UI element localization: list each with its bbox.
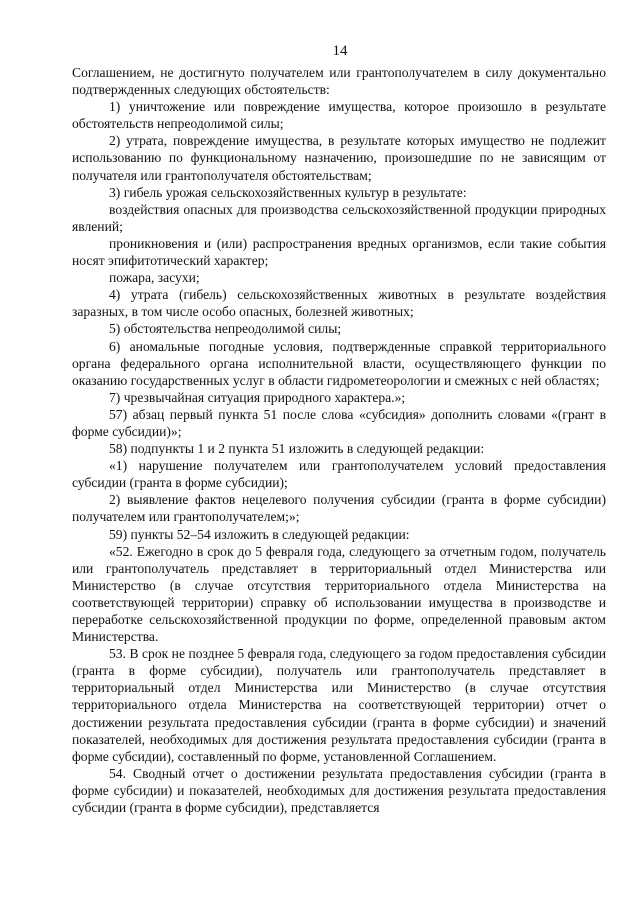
- paragraph: 5) обстоятельства непреодолимой силы;: [109, 321, 342, 337]
- paragraph: проникновения и (или) распространения вредных организмов, если такие события носят эпифитотический характер;: [72, 235, 606, 269]
- paragraph: 54. Сводный отчет о достижении результата предоставления субсидии (гранта в форме субсидии) и показателей, необходимых для достижения результата предоставления субсидии (гранта в форме субсидии), представляется: [72, 765, 606, 816]
- paragraph: 53. В срок не позднее 5 февраля года, следующего за годом предоставления субсидии (гранта в форме субсидии), получатель или грантополучатель представляет в территориальный отдел Министерства или Министерство (в случае отсутствия территориального отдела Министерства на соответствующей территории) отчет о достижении результата предоставления субсидии (гранта в форме субсидии) и значений показателей, необходимых для достижения результата предоставления субсидии (гранта в форме субсидии), составленный по форме, установленной Соглашением.: [72, 646, 606, 764]
- paragraph: 57) абзац первый пункта 51 после слова «субсидия» дополнить словами «(грант в форме субсидии)»;: [72, 406, 606, 439]
- paragraph: 59) пункты 52–54 изложить в следующей редакции:: [109, 526, 410, 542]
- paragraph: 1) уничтожение или повреждение имущества, которое произошло в результате обстоятельств непреодолимой силы;: [72, 99, 606, 132]
- page-number: 14: [332, 43, 348, 59]
- document-body: [72, 64, 606, 816]
- paragraph: «1) нарушение получателем или грантополучателем условий предоставления субсидии (гранта в форме субсидии);: [72, 458, 606, 491]
- paragraph: 2) выявление фактов нецелевого получения субсидии (гранта в форме субсидии) получателем или грантополучателем;»;: [72, 492, 606, 525]
- paragraph: Соглашением, не достигнуто получателем или грантополучателем в силу документально подтвержденных следующих обстоятельств:: [72, 65, 606, 98]
- paragraph: 4) утрата (гибель) сельскохозяйственных животных в результате воздействия заразных, в том числе особо опасных, болезней животных;: [72, 287, 606, 320]
- paragraph: воздействия опасных для производства сельскохозяйственной продукции природных явлений;: [72, 201, 606, 234]
- paragraph: 58) подпункты 1 и 2 пункта 51 изложить в следующей редакции:: [109, 441, 485, 457]
- paragraph: 7) чрезвычайная ситуация природного характера.»;: [109, 389, 406, 405]
- paragraph: «52. Ежегодно в срок до 5 февраля года, следующего за отчетным годом, получатель или грантополучатель представляет в территориальный отдел Министерства или Министерство (в случае отсутствия территориального отдела Министерства на соответствующей территории) справку об использовании имущества в производстве и переработке сельскохозяйственной продукции по форме, определенной правовым актом Министерства.: [72, 543, 606, 645]
- paragraph: 3) гибель урожая сельскохозяйственных культур в результате:: [109, 184, 467, 200]
- paragraph: пожара, засухи;: [109, 270, 200, 286]
- paragraph: 6) аномальные погодные условия, подтвержденные справкой территориального органа федерального органа исполнительной власти, осуществляющего функции по оказанию государственных услуг в области гидрометеорологии и смежных с ней областях;: [72, 338, 606, 388]
- paragraph: 2) утрата, повреждение имущества, в результате которых имущество не подлежит использованию по функциональному назначению, произошедшие по не зависящим от получателя или грантополучателя обстоятельствам;: [72, 133, 606, 183]
